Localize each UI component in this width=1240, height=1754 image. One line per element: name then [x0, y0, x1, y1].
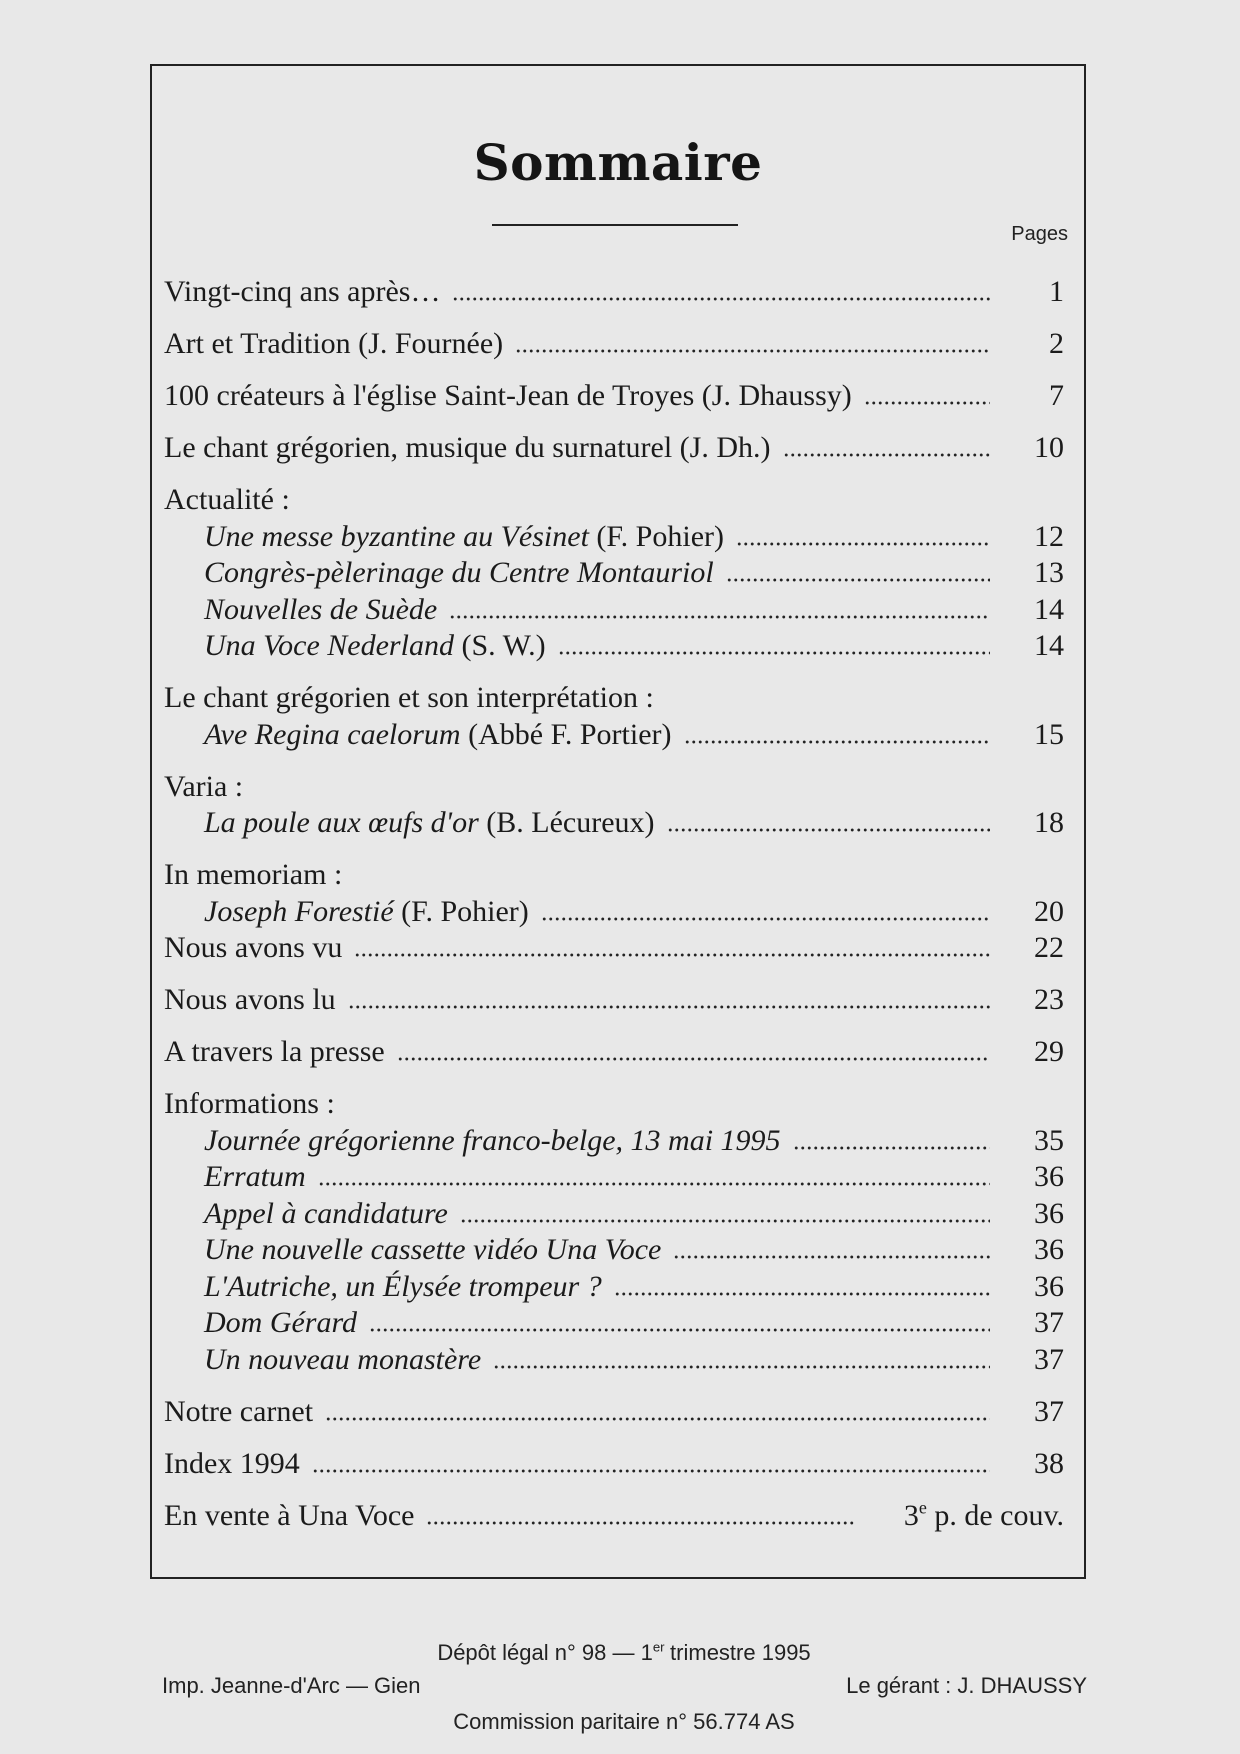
toc-section-in-memoriam	[164, 857, 1064, 930]
page-number: 20	[1034, 894, 1064, 928]
legal-deposit-text: Dépôt légal n° 98 — 1	[437, 1640, 653, 1665]
section-label: Le chant grégorien et son interprétation :	[164, 681, 654, 714]
section-heading	[164, 857, 1064, 894]
page-number: 22	[1034, 931, 1064, 964]
toc-entry	[164, 1446, 1064, 1483]
entry-title: Vingt-cinq ans après…	[164, 275, 441, 308]
page-number: 37	[1034, 1342, 1064, 1376]
legal-deposit-superscript: er	[652, 1639, 665, 1655]
entry-title: Nous avons lu	[164, 983, 336, 1016]
entry-title	[204, 519, 724, 556]
section-label: In memoriam :	[164, 858, 343, 891]
page-number: 13	[1034, 556, 1064, 589]
page-number: 35	[1034, 1123, 1064, 1157]
dot-leader	[736, 542, 990, 546]
article-title: Une messe byzantine au Vésinet	[204, 519, 589, 553]
dot-leader	[783, 453, 991, 457]
legal-deposit-line	[8, 1640, 1240, 1666]
toc-entry	[164, 326, 1064, 363]
toc-entry	[164, 1498, 1064, 1535]
article-author: (Abbé F. Portier)	[468, 717, 672, 751]
article-title: Ave Regina caelorum	[204, 717, 461, 751]
toc-subentry	[164, 717, 1064, 754]
toc-entry	[164, 930, 1064, 967]
article-title: Une nouvelle cassette vidéo Una Voce	[204, 1233, 662, 1266]
toc-subentry	[164, 628, 1064, 665]
legal-deposit-period: trimestre 1995	[670, 1640, 811, 1665]
toc-section-informations	[164, 1086, 1064, 1378]
dot-leader	[369, 1328, 990, 1332]
page-number: 37	[1034, 1394, 1064, 1428]
section-label: Informations :	[164, 1087, 335, 1120]
article-title: Un nouveau monastère	[204, 1342, 482, 1376]
toc-entry	[164, 1394, 1064, 1431]
toc-entry	[164, 1034, 1064, 1071]
toc-subentry	[164, 592, 1064, 629]
page-number: 36	[1034, 1233, 1064, 1266]
dot-leader	[673, 1255, 990, 1259]
article-title: La poule aux œufs d'or	[204, 806, 479, 839]
article-title: Congrès-pèlerinage du Centre Montauriol	[204, 556, 714, 589]
dot-leader	[325, 1417, 990, 1421]
toc-subentry	[164, 1305, 1064, 1342]
dot-leader	[348, 1005, 990, 1009]
page-reference-text: p. de couv.	[934, 1498, 1064, 1532]
toc-subentry	[164, 1342, 1064, 1379]
table-of-contents	[164, 274, 1064, 1534]
toc-section-varia	[164, 769, 1064, 842]
toc-subentry	[164, 1269, 1064, 1306]
page-number: 15	[1034, 717, 1064, 751]
section-heading	[164, 769, 1064, 806]
page-number: 36	[1034, 1269, 1064, 1303]
article-title: Una Voce Nederland	[204, 629, 454, 662]
toc-subentry	[164, 1196, 1064, 1233]
entry-title: Nous avons vu	[164, 931, 343, 964]
article-title: Erratum	[204, 1160, 306, 1193]
dot-leader	[667, 828, 990, 832]
dot-leader	[558, 651, 990, 655]
pages-column-header: Pages	[1011, 223, 1068, 245]
dot-leader	[864, 401, 990, 405]
article-title: Joseph Forestié	[204, 894, 394, 928]
entry-title: Art et Tradition (J. Fournée)	[164, 327, 504, 360]
toc-subentry	[164, 1123, 1064, 1160]
section-label: Varia :	[164, 769, 244, 803]
toc-subentry	[164, 555, 1064, 592]
dot-leader	[354, 953, 990, 957]
page-number: 23	[1034, 983, 1064, 1016]
commission-line: Commission paritaire n° 56.774 AS	[453, 1709, 795, 1734]
dot-leader	[397, 1057, 990, 1061]
entry-title: 100 créateurs à l'église Saint-Jean de Troyes (J. Dhaussy)	[164, 379, 852, 412]
entry-title	[204, 628, 546, 665]
page-number: 14	[1034, 629, 1064, 662]
dot-leader	[460, 1219, 990, 1223]
page-number: 38	[1034, 1446, 1064, 1480]
article-author: (B. Lécureux)	[486, 806, 655, 839]
article-title: L'Autriche, un Élysée trompeur ?	[204, 1269, 602, 1303]
entry-title	[204, 894, 529, 931]
dot-leader	[449, 615, 990, 619]
dot-leader	[312, 1469, 990, 1473]
dot-leader	[318, 1182, 990, 1186]
toc-subentry	[164, 1159, 1064, 1196]
dot-leader	[614, 1292, 990, 1296]
toc-subentry	[164, 519, 1064, 556]
entry-title: Le chant grégorien, musique du surnaturel (J. Dh.)	[164, 431, 771, 464]
title-underline	[492, 224, 738, 226]
printer-line: Imp. Jeanne-d'Arc — Gien	[162, 1673, 421, 1698]
article-author: (S. W.)	[461, 629, 546, 662]
article-title: Dom Gérard	[204, 1306, 358, 1339]
page-number: 12	[1034, 519, 1064, 553]
toc-entry	[164, 378, 1064, 415]
page-number: 37	[1034, 1306, 1064, 1339]
dot-leader	[726, 578, 990, 582]
page-number: 14	[1034, 592, 1064, 626]
entry-title: Notre carnet	[164, 1394, 314, 1428]
page-number: 29	[1034, 1035, 1064, 1068]
toc-subentry	[164, 805, 1064, 842]
page-reference-number: 3	[903, 1498, 919, 1532]
toc-section-interpretation	[164, 680, 1064, 753]
toc-section-actualite	[164, 482, 1064, 665]
article-title: Nouvelles de Suède	[204, 592, 438, 626]
section-heading	[164, 680, 1064, 717]
page-number: 36	[1034, 1160, 1064, 1193]
dot-leader	[426, 1521, 853, 1525]
section-heading	[164, 1086, 1064, 1123]
dot-leader	[684, 740, 991, 744]
page-number: 1	[1049, 275, 1064, 308]
manager-line: Le gérant : J. DHAUSSY	[846, 1673, 1087, 1698]
page-number: 7	[1049, 379, 1064, 412]
toc-subentry	[164, 1232, 1064, 1269]
dot-leader	[515, 349, 990, 353]
toc-entry	[164, 982, 1064, 1019]
article-title: Journée grégorienne franco-belge, 13 mai 1995	[204, 1123, 781, 1157]
article-author: (F. Pohier)	[596, 519, 724, 553]
entry-title: En vente à Una Voce	[164, 1498, 415, 1532]
section-heading	[164, 482, 1064, 519]
article-title: Appel à candidature	[204, 1196, 448, 1230]
dot-leader	[493, 1365, 990, 1369]
entry-title	[204, 805, 655, 842]
entry-title: A travers la presse	[164, 1035, 385, 1068]
section-label: Actualité :	[164, 483, 290, 516]
toc-entry	[164, 274, 1064, 311]
entry-title	[204, 717, 672, 754]
toc-subentry	[164, 894, 1064, 931]
page-title: Sommaire	[473, 133, 763, 192]
page-number: 10	[1034, 431, 1064, 464]
article-author: (F. Pohier)	[401, 894, 529, 928]
entry-title: Index 1994	[164, 1446, 300, 1480]
page-number: 36	[1034, 1196, 1064, 1230]
dot-leader	[452, 297, 990, 301]
dot-leader	[793, 1146, 990, 1150]
page-reference	[904, 1498, 1064, 1535]
page-number: 18	[1034, 806, 1064, 839]
page-reference-superscript: e	[918, 1496, 927, 1517]
page-number: 2	[1049, 327, 1064, 360]
dot-leader	[541, 917, 990, 921]
toc-entry	[164, 430, 1064, 467]
